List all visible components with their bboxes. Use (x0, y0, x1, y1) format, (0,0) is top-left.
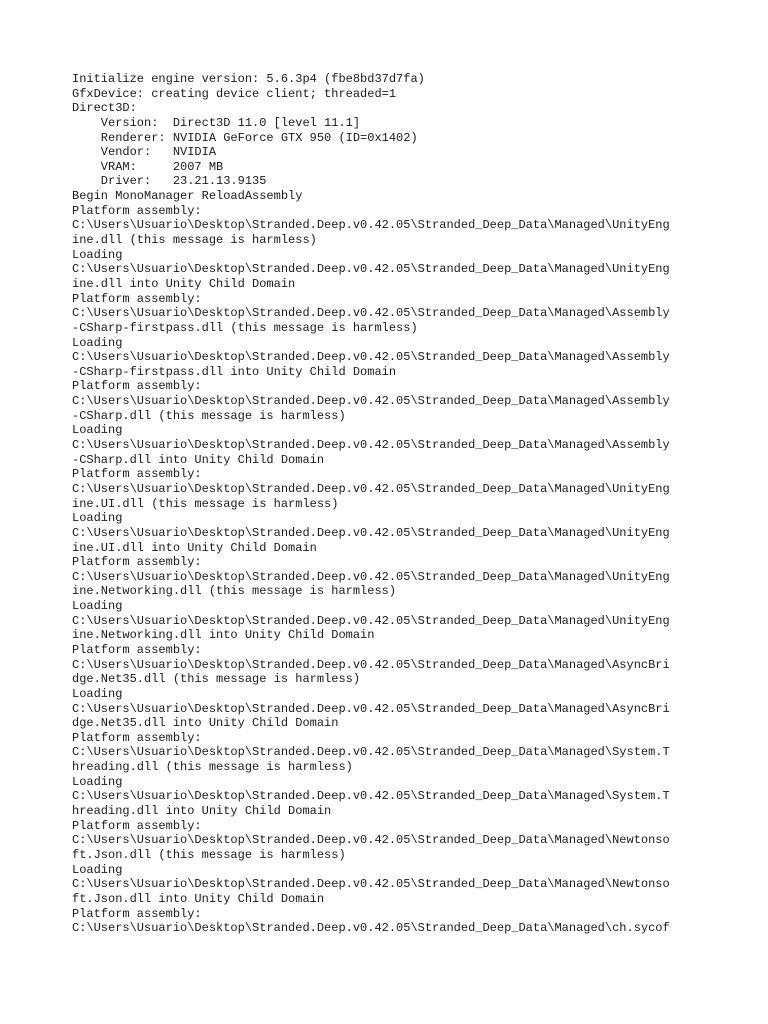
log-line: Loading (72, 335, 123, 350)
log-line: C:\Users\Usuario\Desktop\Stranded.Deep.v0.42.05\Stranded_Deep_Data\Managed\Assembly (72, 350, 670, 365)
log-line: ine.Networking.dll (this message is harmless) (72, 584, 397, 599)
log-line: Loading (72, 247, 123, 262)
log-line: Driver: 23.21.13.9135 (72, 174, 267, 189)
log-line: C:\Users\Usuario\Desktop\Stranded.Deep.v0.42.05\Stranded_Deep_Data\Managed\AsyncBri (72, 657, 670, 672)
log-text-block (72, 72, 712, 936)
log-line: C:\Users\Usuario\Desktop\Stranded.Deep.v0.42.05\Stranded_Deep_Data\Managed\UnityEng (72, 218, 670, 233)
log-line: GfxDevice: creating device client; threaded=1 (72, 86, 397, 101)
log-line: C:\Users\Usuario\Desktop\Stranded.Deep.v0.42.05\Stranded_Deep_Data\Managed\Assembly (72, 306, 670, 321)
log-line: Platform assembly: (72, 291, 202, 306)
log-line: Begin MonoManager ReloadAssembly (72, 189, 303, 204)
log-line: C:\Users\Usuario\Desktop\Stranded.Deep.v0.42.05\Stranded_Deep_Data\Managed\Newtonso (72, 877, 670, 892)
log-line: Platform assembly: (72, 730, 202, 745)
log-line: -CSharp.dll into Unity Child Domain (72, 452, 325, 467)
log-line: hreading.dll into Unity Child Domain (72, 804, 332, 819)
log-line: C:\Users\Usuario\Desktop\Stranded.Deep.v0.42.05\Stranded_Deep_Data\Managed\System.T (72, 745, 670, 760)
log-line: Platform assembly: (72, 379, 202, 394)
log-line: -CSharp-firstpass.dll (this message is harmless) (72, 320, 418, 335)
log-line: ft.Json.dll (this message is harmless) (72, 847, 346, 862)
log-line: Platform assembly: (72, 818, 202, 833)
log-line: C:\Users\Usuario\Desktop\Stranded.Deep.v0.42.05\Stranded_Deep_Data\Managed\UnityEng (72, 525, 670, 540)
log-line: ine.UI.dll (this message is harmless) (72, 496, 339, 511)
log-line: ine.dll into Unity Child Domain (72, 276, 296, 291)
log-line: C:\Users\Usuario\Desktop\Stranded.Deep.v0.42.05\Stranded_Deep_Data\Managed\UnityEng (72, 262, 670, 277)
log-line: ine.UI.dll into Unity Child Domain (72, 540, 317, 555)
log-line: Loading (72, 423, 123, 438)
log-line: Initialize engine version: 5.6.3p4 (fbe8bd37d7fa) (72, 72, 425, 86)
log-line: C:\Users\Usuario\Desktop\Stranded.Deep.v0.42.05\Stranded_Deep_Data\Managed\System.T (72, 789, 670, 804)
log-line: C:\Users\Usuario\Desktop\Stranded.Deep.v0.42.05\Stranded_Deep_Data\Managed\UnityEng (72, 481, 670, 496)
log-line: Loading (72, 511, 123, 526)
log-line: Platform assembly: (72, 642, 202, 657)
log-line: Platform assembly: (72, 906, 202, 921)
log-line: Platform assembly: (72, 203, 202, 218)
log-line: Loading (72, 599, 123, 614)
log-line: Loading (72, 862, 123, 877)
log-line: Loading (72, 774, 123, 789)
log-line: C:\Users\Usuario\Desktop\Stranded.Deep.v0.42.05\Stranded_Deep_Data\Managed\ch.sycof (72, 921, 670, 936)
log-line: -CSharp.dll (this message is harmless) (72, 408, 346, 423)
log-line: Platform assembly: (72, 467, 202, 482)
log-line: VRAM: 2007 MB (72, 159, 224, 174)
log-line: ft.Json.dll into Unity Child Domain (72, 891, 325, 906)
log-line: Loading (72, 686, 123, 701)
log-line: ine.dll (this message is harmless) (72, 233, 317, 248)
log-line: -CSharp-firstpass.dll into Unity Child Domain (72, 364, 397, 379)
log-line: C:\Users\Usuario\Desktop\Stranded.Deep.v0.42.05\Stranded_Deep_Data\Managed\UnityEng (72, 569, 670, 584)
log-line: Platform assembly: (72, 555, 202, 570)
log-line: dge.Net35.dll (this message is harmless) (72, 672, 361, 687)
log-line: C:\Users\Usuario\Desktop\Stranded.Deep.v0.42.05\Stranded_Deep_Data\Managed\Newtonso (72, 833, 670, 848)
log-line: dge.Net35.dll into Unity Child Domain (72, 716, 339, 731)
log-line: hreading.dll (this message is harmless) (72, 760, 353, 775)
log-line: ine.Networking.dll into Unity Child Domain (72, 628, 375, 643)
log-line: C:\Users\Usuario\Desktop\Stranded.Deep.v0.42.05\Stranded_Deep_Data\Managed\Assembly (72, 438, 670, 453)
log-line: Renderer: NVIDIA GeForce GTX 950 (ID=0x1402) (72, 130, 418, 145)
log-line: Vendor: NVIDIA (72, 145, 217, 160)
log-line: C:\Users\Usuario\Desktop\Stranded.Deep.v0.42.05\Stranded_Deep_Data\Managed\AsyncBri (72, 701, 670, 716)
log-line: C:\Users\Usuario\Desktop\Stranded.Deep.v0.42.05\Stranded_Deep_Data\Managed\UnityEng (72, 613, 670, 628)
log-line: C:\Users\Usuario\Desktop\Stranded.Deep.v0.42.05\Stranded_Deep_Data\Managed\Assembly (72, 394, 670, 409)
log-line: Direct3D: (72, 101, 137, 116)
log-line: Version: Direct3D 11.0 [level 11.1] (72, 115, 361, 130)
